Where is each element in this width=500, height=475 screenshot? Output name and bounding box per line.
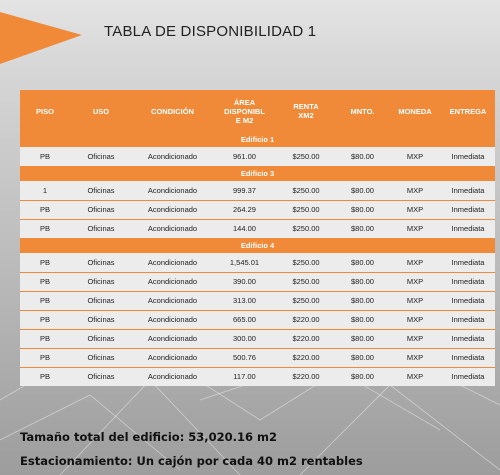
- table-cell: MXP: [389, 329, 441, 348]
- table-cell: Oficinas: [70, 253, 132, 272]
- column-header: [213, 90, 276, 132]
- table-cell: Oficinas: [70, 200, 132, 219]
- table-cell: $80.00: [336, 147, 389, 166]
- column-header-line: CONDICIÓN: [151, 106, 194, 116]
- table-cell: Acondicionado: [132, 272, 213, 291]
- table-cell: Oficinas: [70, 348, 132, 367]
- table-cell: $80.00: [336, 367, 389, 386]
- table-cell: $220.00: [276, 367, 336, 386]
- table-cell: Oficinas: [70, 291, 132, 310]
- table-cell: Oficinas: [70, 329, 132, 348]
- table-row: [20, 329, 495, 348]
- table-cell: $250.00: [276, 200, 336, 219]
- column-header-line: ÁREA: [233, 97, 256, 107]
- table-cell: MXP: [389, 181, 441, 200]
- table-cell: $80.00: [336, 272, 389, 291]
- table-cell: 144.00: [213, 219, 276, 238]
- column-header: [336, 90, 389, 132]
- table-cell: Inmediata: [441, 348, 495, 367]
- table-cell: Inmediata: [441, 329, 495, 348]
- table-cell: 117.00: [213, 367, 276, 386]
- table-row: [20, 291, 495, 310]
- column-header-line: PISO: [36, 106, 54, 116]
- column-header-line: MNTO.: [350, 106, 375, 116]
- parking-info: Estacionamiento: Un cajón por cada 40 m2 rentables: [20, 454, 363, 468]
- table-cell: PB: [20, 310, 70, 329]
- table-cell: Acondicionado: [132, 219, 213, 238]
- table-cell: $250.00: [276, 147, 336, 166]
- table-cell: PB: [20, 291, 70, 310]
- table-cell: PB: [20, 348, 70, 367]
- table-cell: 961.00: [213, 147, 276, 166]
- column-header-line: MONEDA: [398, 106, 432, 116]
- column-header: [389, 90, 441, 132]
- table-cell: 500.76: [213, 348, 276, 367]
- table-cell: Oficinas: [70, 181, 132, 200]
- table-cell: PB: [20, 272, 70, 291]
- table-cell: PB: [20, 147, 70, 166]
- table-cell: $80.00: [336, 310, 389, 329]
- availability-table: [20, 90, 495, 386]
- table-row: [20, 310, 495, 329]
- table-cell: 999.37: [213, 181, 276, 200]
- column-header-line: USO: [92, 106, 110, 116]
- table-cell: PB: [20, 329, 70, 348]
- table-cell: Acondicionado: [132, 200, 213, 219]
- column-header-line: E M2: [235, 115, 254, 125]
- column-header: [20, 90, 70, 132]
- table-cell: Inmediata: [441, 147, 495, 166]
- page-title: TABLA DE DISPONIBILIDAD 1: [104, 23, 317, 40]
- table-cell: Inmediata: [441, 367, 495, 386]
- table-cell: MXP: [389, 291, 441, 310]
- table-cell: Acondicionado: [132, 147, 213, 166]
- table-cell: MXP: [389, 147, 441, 166]
- column-header: [276, 90, 336, 132]
- table-cell: PB: [20, 253, 70, 272]
- table-cell: 300.00: [213, 329, 276, 348]
- table-cell: 390.00: [213, 272, 276, 291]
- column-header: [70, 90, 132, 132]
- table-cell: MXP: [389, 200, 441, 219]
- table-cell: MXP: [389, 310, 441, 329]
- building-group-row: [20, 238, 495, 253]
- building-group-row: [20, 166, 495, 181]
- table-cell: Oficinas: [70, 272, 132, 291]
- table-cell: $80.00: [336, 253, 389, 272]
- building-total-size: Tamaño total del edificio: 53,020.16 m2: [20, 430, 278, 444]
- table-cell: Inmediata: [441, 272, 495, 291]
- table-cell: $250.00: [276, 219, 336, 238]
- table-cell: Acondicionado: [132, 310, 213, 329]
- building-group-label: Edificio 3: [20, 166, 495, 181]
- table-cell: $250.00: [276, 181, 336, 200]
- table-cell: $250.00: [276, 291, 336, 310]
- table-cell: Oficinas: [70, 367, 132, 386]
- logo-triangle-icon: [0, 12, 82, 64]
- table-cell: $80.00: [336, 200, 389, 219]
- table-cell: $80.00: [336, 219, 389, 238]
- column-header: [132, 90, 213, 132]
- table-cell: 1,545.01: [213, 253, 276, 272]
- table-cell: 1: [20, 181, 70, 200]
- table-row: [20, 367, 495, 386]
- table-cell: $220.00: [276, 310, 336, 329]
- table-cell: 313.00: [213, 291, 276, 310]
- table-cell: MXP: [389, 272, 441, 291]
- table-cell: Oficinas: [70, 147, 132, 166]
- table-row: [20, 348, 495, 367]
- table-cell: Acondicionado: [132, 181, 213, 200]
- table-cell: Acondicionado: [132, 367, 213, 386]
- table-cell: PB: [20, 219, 70, 238]
- column-header-line: DISPONIBL: [224, 106, 265, 116]
- table-row: [20, 272, 495, 291]
- table-row: [20, 253, 495, 272]
- table-row: [20, 200, 495, 219]
- table-row: [20, 219, 495, 238]
- column-header: [441, 90, 495, 132]
- table-cell: $80.00: [336, 329, 389, 348]
- table-cell: Acondicionado: [132, 348, 213, 367]
- building-group-row: [20, 132, 495, 147]
- table-cell: PB: [20, 367, 70, 386]
- table-cell: Inmediata: [441, 253, 495, 272]
- table-cell: Oficinas: [70, 310, 132, 329]
- column-header-line: XM2: [298, 111, 314, 120]
- table-cell: $250.00: [276, 272, 336, 291]
- table-cell: $80.00: [336, 181, 389, 200]
- table-cell: $80.00: [336, 348, 389, 367]
- column-header-line: ENTREGA: [449, 106, 487, 116]
- table-cell: Inmediata: [441, 181, 495, 200]
- table-cell: Inmediata: [441, 200, 495, 219]
- table-cell: PB: [20, 200, 70, 219]
- table-cell: MXP: [389, 367, 441, 386]
- table-cell: Inmediata: [441, 310, 495, 329]
- building-group-label: Edificio 4: [20, 238, 495, 253]
- table-cell: MXP: [389, 253, 441, 272]
- table-cell: MXP: [389, 348, 441, 367]
- table-cell: Inmediata: [441, 219, 495, 238]
- table-cell: 264.29: [213, 200, 276, 219]
- table-row: [20, 147, 495, 166]
- table-cell: Acondicionado: [132, 291, 213, 310]
- table-cell: 665.00: [213, 310, 276, 329]
- column-header-line: RENTA: [293, 102, 319, 111]
- table-cell: Inmediata: [441, 291, 495, 310]
- table-cell: $220.00: [276, 348, 336, 367]
- table-cell: Acondicionado: [132, 253, 213, 272]
- table-header-row: [20, 90, 495, 132]
- table-row: [20, 181, 495, 200]
- table-cell: Acondicionado: [132, 329, 213, 348]
- table-cell: $220.00: [276, 329, 336, 348]
- table-cell: Oficinas: [70, 219, 132, 238]
- table-cell: $250.00: [276, 253, 336, 272]
- building-group-label: Edificio 1: [20, 132, 495, 147]
- table-cell: MXP: [389, 219, 441, 238]
- table-cell: $80.00: [336, 291, 389, 310]
